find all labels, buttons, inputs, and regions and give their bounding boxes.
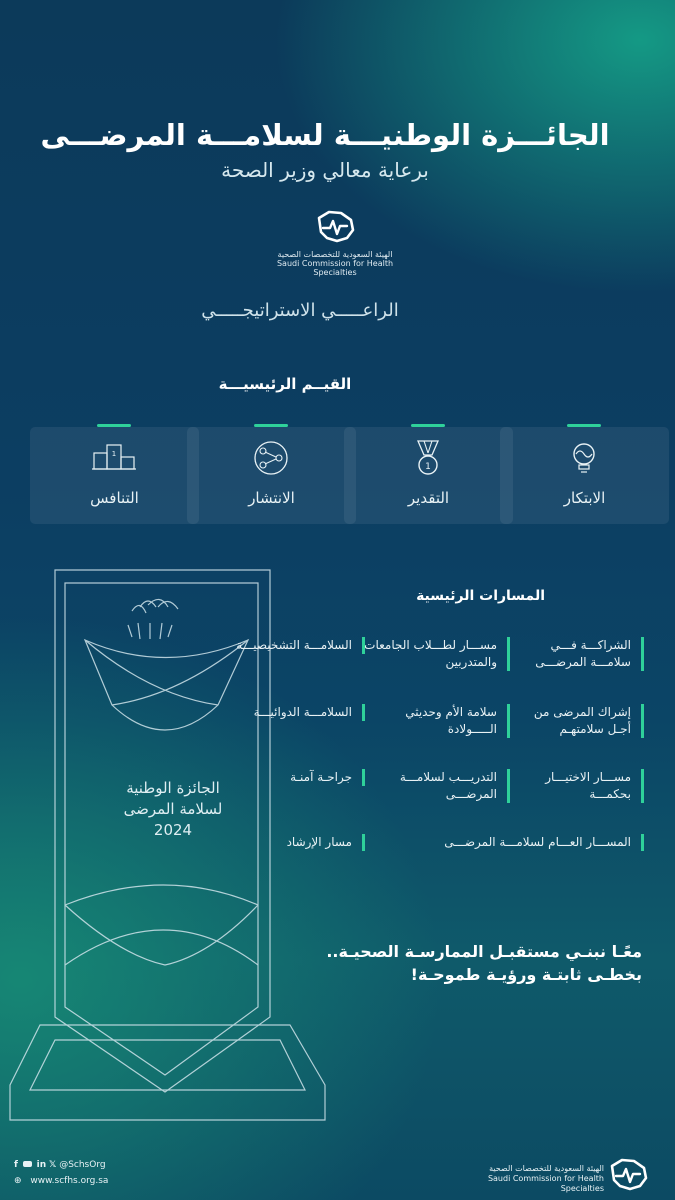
- value-label: التقدير: [407, 489, 450, 507]
- values-heading: القيــم الرئيسيـــة: [218, 375, 352, 393]
- medal-icon: [406, 439, 450, 477]
- track-item: المســـار العـــام لسلامـــة المرضـــى: [376, 834, 644, 851]
- tracks-heading: المسارات الرئيسية: [416, 588, 545, 604]
- value-card-innovation: [500, 427, 669, 524]
- value-label: الانتشار: [248, 489, 295, 507]
- slogan-line-1: معًـا نبنـي مستقبـل الممارسـة الصحيـة..: [326, 942, 642, 961]
- card-accent-bar: [97, 424, 131, 427]
- track-item: إشراك المرضى من أجـل سلامتهـم: [510, 704, 644, 738]
- strategic-sponsor-label: الراعـــــي الاستراتيجـــــي: [201, 300, 399, 321]
- track-item: سلامة الأم وحديثي الـــــولادة: [376, 704, 510, 738]
- footer-social: [14, 1160, 106, 1170]
- value-card-spread: [187, 427, 356, 524]
- value-card-appreciation: [344, 427, 513, 524]
- youtube-icon[interactable]: [23, 1161, 32, 1167]
- social-handle[interactable]: @SchsOrg: [59, 1160, 106, 1170]
- card-accent-bar: [411, 424, 445, 427]
- svg-text:1: 1: [425, 462, 431, 472]
- page-subtitle: برعاية معالي وزير الصحة: [221, 158, 429, 182]
- slogan: [280, 940, 642, 986]
- podium-number: 1: [111, 450, 117, 458]
- trophy-year: 2024: [153, 821, 193, 839]
- trophy-line-2: لسلامة المرضى: [123, 800, 223, 818]
- trophy-engraving: [68, 778, 278, 841]
- linkedin-icon[interactable]: in: [36, 1160, 47, 1170]
- card-accent-bar: [254, 424, 288, 427]
- scfhs-logo-icon: [606, 1156, 650, 1192]
- footer-org-en: Saudi Commission for Health Specialties: [487, 1174, 604, 1193]
- website-link[interactable]: www.scfhs.org.sa: [30, 1176, 109, 1186]
- track-item: السلامـــة الدوائيـــة: [235, 704, 365, 721]
- track-item: السلامـــة التشخيصيـــة: [235, 637, 365, 654]
- network-share-icon: [249, 439, 293, 477]
- sponsor-name-ar: الهيئة السعودية للتخصصات الصحية: [277, 250, 393, 259]
- x-icon[interactable]: 𝕏: [49, 1160, 57, 1170]
- track-item: مســـار لطـــلاب الجامعات والمتدربين: [360, 637, 510, 671]
- track-item: مســـار الاختيـــار بحكمـــة: [510, 769, 644, 803]
- facebook-icon[interactable]: f: [14, 1160, 18, 1170]
- footer-org-ar: الهيئة السعودية للتخصصات الصحية: [489, 1164, 604, 1173]
- page-title: الجائـــزة الوطنيـــة لسلامـــة المرضـــى: [40, 118, 610, 152]
- track-item: التدريـــب لسلامـــة المرضـــى: [376, 769, 510, 803]
- sponsor-name-en: Saudi Commission for Health Specialties: [276, 259, 394, 277]
- value-label: التنافس: [90, 489, 139, 507]
- track-item: الشراكـــة فـــي سلامـــة المرضـــى: [510, 637, 644, 671]
- track-item: جراحـة آمنـة: [235, 769, 365, 786]
- sponsor-logo: [255, 208, 415, 277]
- value-card-competition: [30, 427, 199, 524]
- lightbulb-icon: [562, 439, 606, 477]
- trophy-line-1: الجائزة الوطنية: [126, 779, 220, 797]
- footer-website[interactable]: [14, 1176, 108, 1186]
- track-item: مسار الإرشاد: [235, 834, 365, 851]
- globe-icon: ⊕: [14, 1176, 22, 1186]
- footer-org-name: [444, 1164, 604, 1194]
- slogan-line-2: بخطـى ثابتـة ورؤيـة طموحـة!: [410, 965, 642, 984]
- card-accent-bar: [567, 424, 601, 427]
- value-label: الابتكار: [563, 489, 606, 507]
- podium-icon: [92, 439, 136, 477]
- scfhs-logo-icon: [313, 208, 357, 244]
